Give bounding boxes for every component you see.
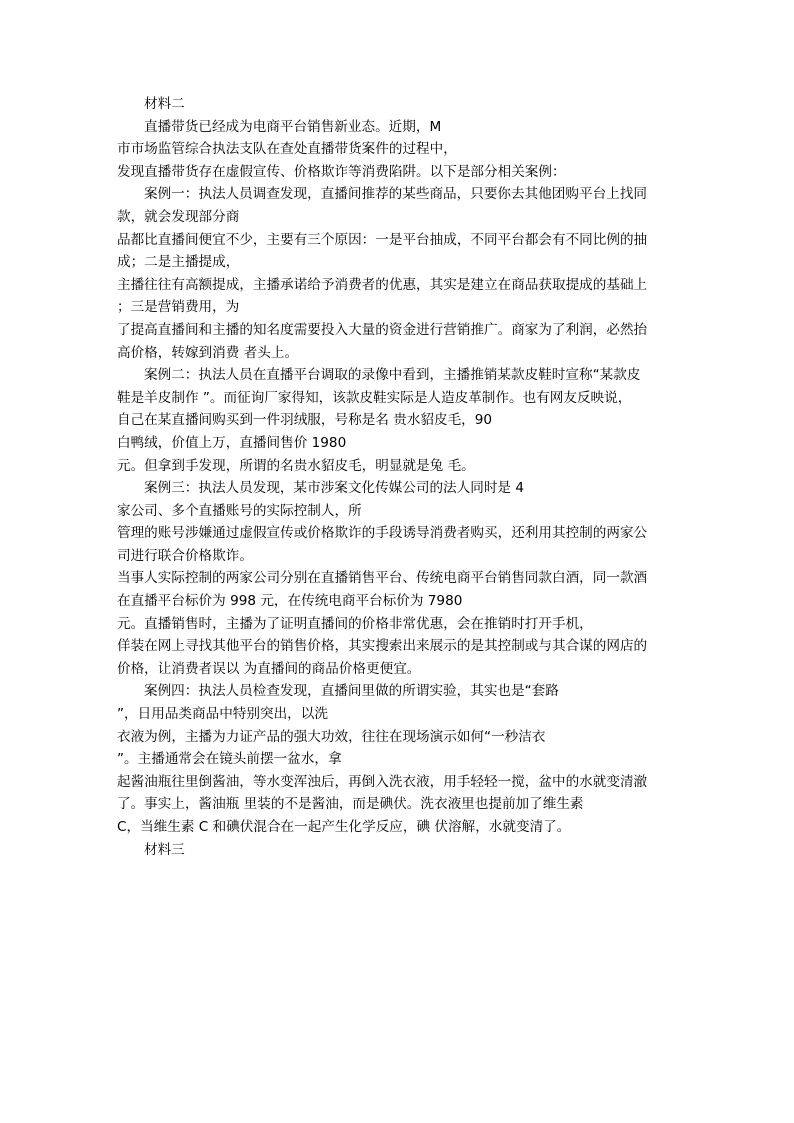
text-line: 管理的账号涉嫌通过虚假宣传或价格欺诈的手段诱导消费者购买，还利用其控制的两家公	[117, 525, 648, 542]
text-line: 在直播平台标价为 998 元，在传统电商平台标价为 7980	[117, 593, 463, 610]
text-line: 案例二：执法人员在直播平台调取的录像中看到，主播推销某款皮鞋时宣称“某款皮	[144, 367, 641, 384]
text-line: 司进行联合价格欺诈。	[117, 547, 253, 564]
text-line: 了提高直播间和主播的知名度需要投入大量的资金进行营销推广。商家为了利润，必然抬	[117, 321, 648, 338]
text-line: 主播往往有高额提成，主播承诺给予消费者的优惠，其实是建立在商品获取提成的基础上	[117, 276, 648, 293]
document-body	[117, 93, 677, 861]
text-line: 款，就会发现部分商	[117, 208, 240, 225]
text-line: 起酱油瓶往里倒酱油，等水变浑浊后，再倒入洗衣液，用手轻轻一搅，盆中的水就变清澈	[117, 773, 648, 790]
text-line: 了。事实上，酱油瓶 里装的不是酱油，而是碘伏。洗衣液里也提前加了维生素	[117, 796, 584, 813]
text-line: 家公司、多个直播账号的实际控制人，所	[117, 502, 362, 519]
text-line: 当事人实际控制的两家公司分别在直播销售平台、传统电商平台销售同款白酒，同一款酒	[117, 570, 648, 587]
text-line: 品都比直播间便宜不少，主要有三个原因：一是平台抽成，不同平台都会有不同比例的抽	[117, 231, 648, 248]
text-line: 直播带货已经成为电商平台销售新业态。近期，M	[144, 118, 442, 135]
text-line: 材料三	[144, 841, 185, 858]
text-line: 市市场监管综合执法支队在查处直播带货案件的过程中，	[117, 141, 457, 158]
text-line: 发现直播带货存在虚假宣传、价格欺诈等消费陷阱。以下是部分相关案例：	[117, 163, 566, 180]
text-line: 案例四：执法人员检查发现，直播间里做的所谓实验，其实也是“套路	[144, 683, 559, 700]
text-line: 佯装在网上寻找其他平台的销售价格，其实搜索出来展示的是其控制或与其合谋的网店的	[117, 638, 648, 655]
text-line: 成；二是主播提成，	[117, 254, 240, 271]
text-line: C，当维生素 C 和碘伏混合在一起产生化学反应，碘 伏溶解，水就变清了。	[117, 819, 571, 835]
text-line: 白鸭绒，价值上万，直播间售价 1980	[117, 434, 347, 451]
text-line: 材料二	[144, 96, 185, 112]
text-line: ”，日用品类商品中特别突出，以洗	[117, 706, 328, 723]
text-line: 衣液为例，主播为力证产品的强大功效，往往在现场演示如何“一秒洁衣	[117, 728, 546, 745]
text-line: 案例一：执法人员调查发现，直播间推荐的某些商品，只要你去其他团购平台上找同	[144, 186, 647, 203]
text-line: 价格，让消费者误以 为直播间的商品价格更便宜。	[117, 660, 421, 677]
text-line: 自己在某直播间购买到一件羽绒服，号称是名 贵水貂皮毛，90	[117, 412, 493, 429]
text-line: ；三是营销费用，为	[117, 299, 240, 316]
text-line: ”。主播通常会在镜头前摆一盆水，拿	[117, 751, 342, 768]
text-line: 元。但拿到手发现，所谓的名贵水貂皮毛，明显就是兔 毛。	[117, 457, 475, 474]
text-line: 高价格，转嫁到消费 者头上。	[117, 344, 299, 361]
text-line: 鞋是羊皮制作 ”。而征询厂家得知，该款皮鞋实际是人造皮革制作。也有网友反映说，	[117, 389, 632, 406]
text-line: 案例三：执法人员发现，某市涉案文化传媒公司的法人同时是 4	[144, 480, 524, 497]
text-line: 元。直播销售时，主播为了证明直播间的价格非常优惠，会在推销时打开手机，	[117, 615, 593, 632]
